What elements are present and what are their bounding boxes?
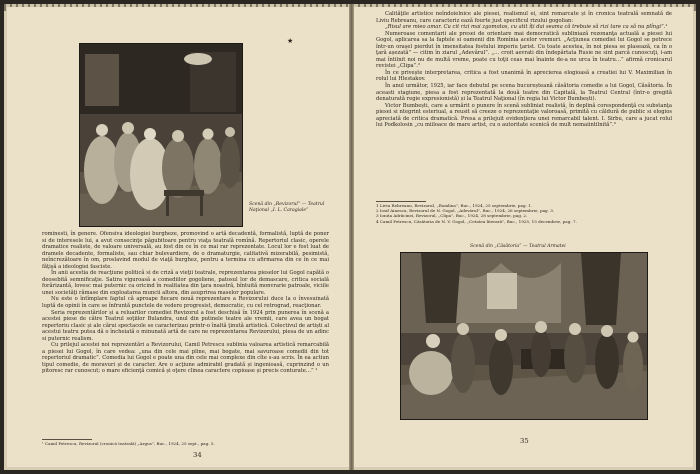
footnote: 2 Iosif Ainescu, Revizorul de N. Gogol, „Adevărul”, Buc., 1924, 26 septembrie, pag. 3.: [376, 208, 555, 214]
paragraph: Victor Bumbești, care a urmărit o punere în scenă subliniat realistă, în deplină corespondenţă cu substanţa piesei si ntegrint esteriual, a reusit să creeze o reprezentaţie valoroasă, primită cu căldură de public si elogios apreciată de critica dramatică. Presa a prilejuit evidenţiera unei remarcabil talent. I. Sirbu, care a jucat rolul lui Podkolosin „cu miiloace de mare artist, cu o autoritate scenică de mult nemaiintilnită”.³: [376, 102, 672, 129]
casatoria-scene-illustration: [401, 253, 647, 419]
left-page: [7, 7, 349, 467]
paragraph: Cu prilejul acestei noi reprezentări a Revizorului, Camil Petrescu sublinia valoarea artistică remarcabilă a piesei lui Gogol, în care vedea: „una din cele mai pline, mai bogate, mai savuroase comedii din tot repertoriul dramatic”. Comedia lui Gogol e poate una din cele mai complexe din cîte s-au scris. În ea actiun tipul comedie, de moravuri și de caracter. Are o acţiune admirabil gradată și ingenioasă, cuprinzind o un pitoresc rar cunoscut; o mare eficienţă comică și oţere clinea caractere copioase și precis conturate…” ¹: [42, 342, 329, 375]
right-photo-caption: Scenă din „Căsătoria” — Teatrul Armatei: [470, 244, 566, 249]
casatoria-scene-photo: [400, 252, 648, 420]
left-photo-caption: Scenă din „Revizorul” — Teatrul Naţional „I. L. Caragiale”: [249, 202, 325, 213]
revizorul-scene-photo: [79, 43, 243, 227]
paragraph: Nu este o întîmplare faptul că aproape fiecare nouă reprezentare a Revizorului duce la o învesuinată luptă de opinii în care se înfruntă punctele de vedere progresist, democratic, cu cel retrograd, reacţionar.: [42, 296, 329, 310]
book-spread: [4, 4, 696, 470]
footnote: 4 Camil Petrescu, Căsătoria de N. V. Gogol, „Cetatea literară”, Buc., 1925, 15 decembrie, pag. 7.: [376, 218, 577, 224]
paragraph: rominesti, în genere. Ofensiva ideologiei burgheze, promovind o artă decadentă, formalistă, luptă de poner si de interesele lui, a avut consecinţe păgubitoare pentru viaţa teatrală romînă. Repertoriul clasic, operele dramatice realiste, de valoare universală, au fost din ce în ce mai rar reprezentate. Locul lor e fost luat de dramele decadente, formaliste, sau chiar bulevardiere, de o dramaturgie, calitativă mizerabilă, pesimistă, neîncrezătoare în om, proslavind modul de viaţă burghez, pentru a termina cu afirmarea din ce în ce mai făţișă a ideologiei fasciste.: [42, 231, 329, 270]
footnote-rule: [376, 201, 426, 202]
quote-paragraph: „Risul are mieo amar. Cu cit rizi mai zgomotos, cu atit îți dai seama că trebuie să rizi tare ca să nu plîngi”.¹: [385, 24, 668, 31]
footnote: 1 Liviu Rebreanu, Revizorul, „Romlina”, Buc., 1924, 25 septembrie, pag. 1.: [376, 203, 533, 208]
paragraph: În ce privește interpretarea, critica a fost unanimă în aprecierea elogioasă a creatiei lui V. Maximilian în rolul lui Hlestakov.: [376, 69, 672, 83]
left-footnote: ¹ Camil Petrescu, Revizorul (cronică teatrală) „Argus”, Buc., 1924, 25 sept., pag. 5.: [42, 441, 215, 446]
right-page-number: 35: [520, 437, 529, 445]
decorative-star: ★: [287, 37, 294, 45]
paragraph: Seria reprezentărilor și a reluarilor comediei Revizorul a fost deschisă în 1924 prin punerea în scenă a acestei piese de către Teatrul soţiilor Bulandra, unul din putinele teatre ale vremii, care avea un bogat repertoriu clasic și ale cărui spectacole se caracterizau printr-o înaltă ţinută artistică. Colectivul de artiști al acestui teatru putea dă o încheiată o minunată artă de care ne reprezentarea Revizorului, piesa de un adinc si puternic realism.: [42, 309, 329, 342]
footnote-rule: [42, 439, 92, 440]
paragraph: În anii acestia de reacţiune politică si de criză a vieţii teatrale, reprezentarea pieselor lui Gogol capătă o deosebită semnificaţie. Satira viguroasă a comediilor gogoliene, patosul lor de demascare, critica socială forărizantă, lovesc mai puternic ca oricind în realitatea din ţara noastră, bîntuită monvrarie patroale, viciile unei societăţi rămase din exploatarea muncii altora, din asuprirea maselor populare.: [42, 270, 329, 296]
revizorul-scene-illustration: [80, 44, 242, 226]
right-page: [354, 7, 693, 467]
right-body-text: [376, 11, 672, 129]
left-body-text: [42, 231, 329, 375]
left-page-number: 34: [193, 451, 202, 459]
footnote: 3 Ionita Adrâcinei, Revizorul, „Clipa”, Buc., 1924, 28 septembrie, pag. 2.: [376, 213, 528, 219]
paragraph: Numeroase comentarii ale presei de orientare mai democratică subliniază rezonanţa actuală a piesei lui Gogol, aplicarea sa la faptele si oamenii din Romînia acelor vremuri. „Acţiunea comediei lui Gogol se petrece într-un orașel pierdut în imensitatea fostului imperiu ţarist. Cu toate acestea, în noi piesa se plasează, ca în o ţară așezată” — citim în ziarul „Adevărul”. „… croit aevrati din îndepărtata Rusie ne sint parcă cunoscuţi, i-am mai întilnit noi nu de multă vreme, poate cu toţii ceas mai înainte de-a ne urca în teatru…” afirmă cronicarul revistei „Clipa”.²: [376, 30, 672, 70]
paragraph: În anul următor, 1925, iar face debutul pe scena bucureșteană căsătoria comedie a lui Gogol, Căsătoria. În aceasti stagiune, piesa a fost reprezentată la două teatre din Capitală, la Teatrul Central (într-o gregită denaturată regie expresionistă) și la Teatrul Naţional (în regia lui Victor Bumbești).: [376, 83, 672, 103]
right-footnotes: [376, 203, 672, 224]
paragraph: Calităţile artistice neîndoielnice ale piesei, realismul ei, sint remarcate și în cronica teatrală semnată de Liviu Rebreanu, care caracteriz ează fourte just specificul rizului gogolian:: [376, 11, 672, 24]
